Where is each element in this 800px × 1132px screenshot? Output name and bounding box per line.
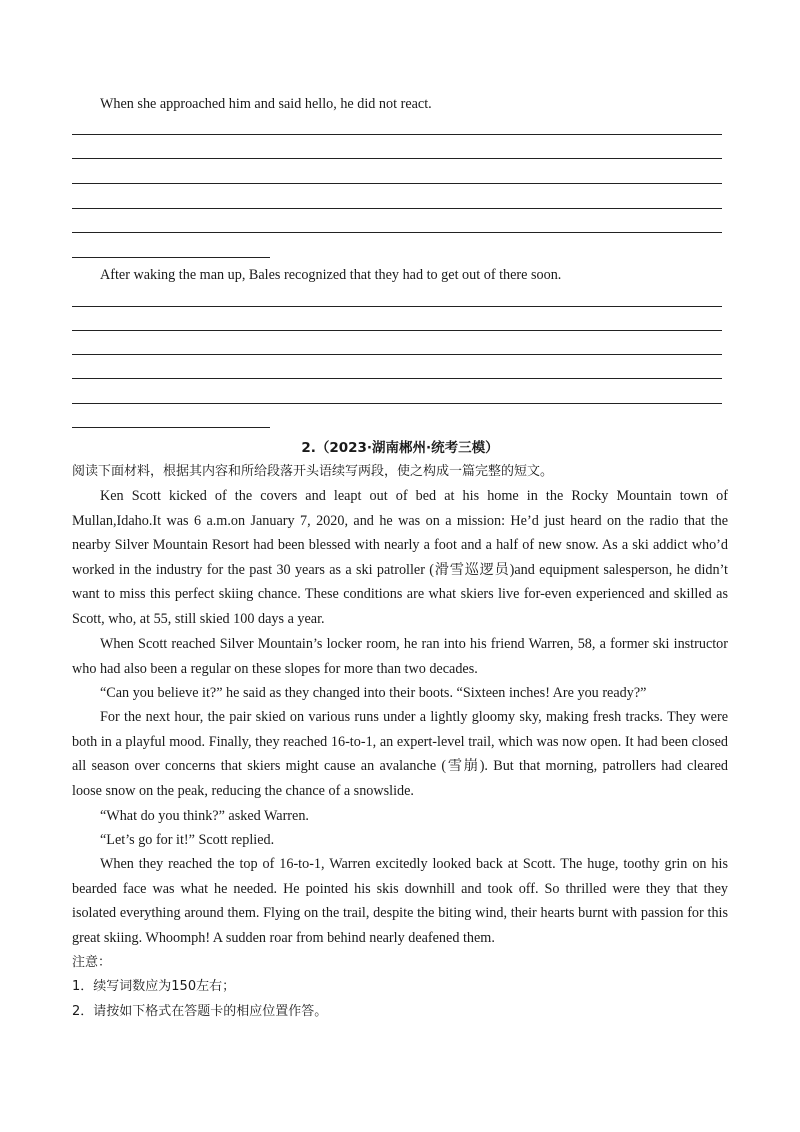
story-paragraph: “Can you believe it?” he said as they changed into their boots. “Sixteen inches! Are you ready?” xyxy=(100,685,647,701)
story-paragraph: When Scott reached Silver Mountain’s locker room, he ran into his friend Warren, 58, a former ski instructor who had also been a regular on these slopes for more than two decades. xyxy=(72,636,728,677)
note-item: 1．续写词数应为150左右； xyxy=(72,979,236,994)
story-paragraph: When they reached the top of 16-to-1, Warren excitedly looked back at Scott. The huge, toothy grin on his bearded face was what he needed. He pointed his skis downhill and took off. So thrilled were they that they isolated everything around them. Flying on the trail, despite the biting wind, their hearts burnt with passion for this great skiing. Whoomph! A sudden roar from behind nearly deafened them. xyxy=(72,856,728,946)
answer-line xyxy=(72,330,722,331)
answer-line xyxy=(72,427,270,428)
continuation-prompt-1: When she approached him and said hello, he did not react. xyxy=(100,96,432,112)
answer-line xyxy=(72,403,722,404)
story-paragraph: Ken Scott kicked of the covers and leapt out of bed at his home in the Rocky Mountain town of Mullan,Idaho.It was 6 a.m.on January 7, 2020, and he was on a mission: He’d just heard on the radio that the nearby Silver Mountain Resort had been blessed with nearly a foot and a half of new snow. As a ski addict who’d worked in the industry for the past 30 years as a ski patroller (滑雪巡逻员)and equipment salesperson, he didn’t want to miss this perfect skiing chance. These conditions are what skiers live for-even experienced and skilled as Scott, who, at 55, still skied 100 days a year. xyxy=(72,488,728,627)
note-item: 2．请按如下格式在答题卡的相应位置作答。 xyxy=(72,1004,328,1019)
continuation-prompt-2: After waking the man up, Bales recognized that they had to get out of there soon. xyxy=(100,267,562,283)
story-paragraph: “Let’s go for it!” Scott replied. xyxy=(100,832,275,848)
instruction-text: 阅读下面材料，根据其内容和所给段落开头语续写两段，使之构成一篇完整的短文。 xyxy=(72,464,554,479)
answer-line xyxy=(72,257,270,258)
answer-line xyxy=(72,378,722,379)
story-paragraph: For the next hour, the pair skied on various runs under a lightly gloomy sky, making fresh tracks. They were both in a playful mood. Finally, they reached 16-to-1, an expert-level trail, which was now open. It had been closed all season over concerns that skiers might cause an avalanche (雪崩). But that morning, patrollers had cleared loose snow on the peak, reducing the chance of a snowslide. xyxy=(72,709,728,799)
answer-line xyxy=(72,232,722,233)
story-paragraph: “What do you think?” asked Warren. xyxy=(100,808,309,824)
answer-line xyxy=(72,208,722,209)
answer-line xyxy=(72,158,722,159)
answer-line xyxy=(72,134,722,135)
answer-line xyxy=(72,306,722,307)
question-title: 2.（2023·湖南郴州·统考三模） xyxy=(301,440,499,456)
answer-line xyxy=(72,354,722,355)
notes-label: 注意： xyxy=(72,955,112,970)
answer-line xyxy=(72,183,722,184)
